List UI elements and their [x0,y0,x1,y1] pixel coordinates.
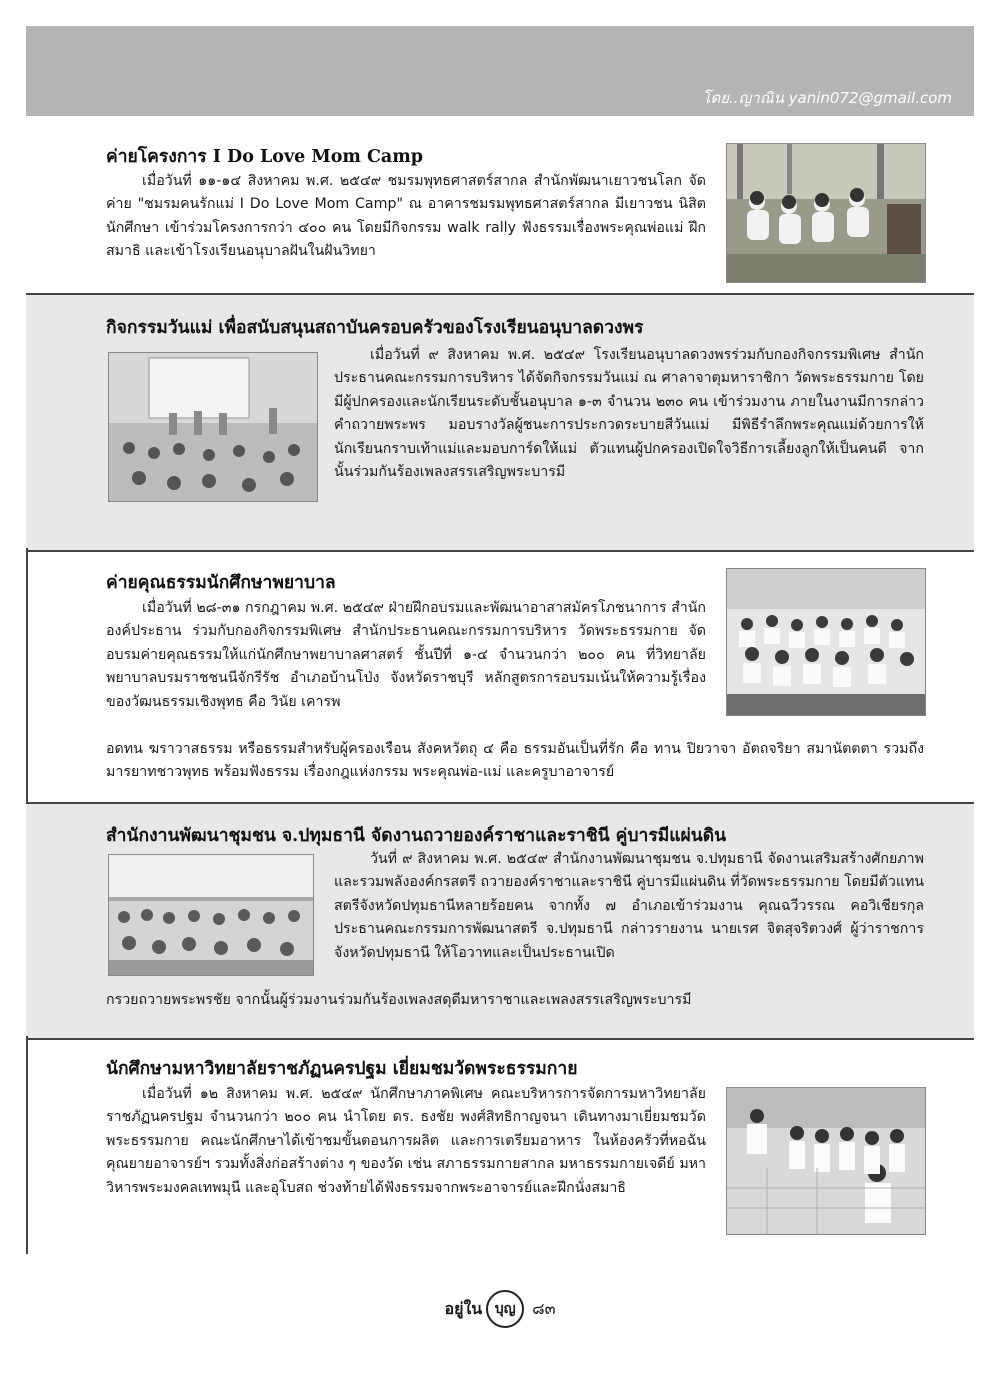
article-4-text-b: กรวยถวายพระพรชัย จากนั้นผู้ร่วมงานร่วมกันร้องเพลงสดุดีมหาราชาและเพลงสรรเสริญพระบารมี [106,992,692,1008]
article-5-left-rule [26,1036,28,1254]
footer-logo-circle-text: บุญ [494,1301,516,1317]
article-3-text-a: เมื่อวันที่ ๒๘-๓๑ กรกฎาคม พ.ศ. ๒๕๔๙ ฝ่ายฝึกอบรมและพัฒนาอาสาสมัครโภชนาการ สำนักองค์ประธาน ร่วมกับกองกิจกรรมพิเศษ สำนักประธานคณะกรรมการบริหาร วัดพระธรรมกาย จัดอบรมค่ายคุณธรรมให้แก่นักศึกษาพยาบาลศาสตร์ ชั้นปีที่ ๑-๔ จำนวนกว่า ๒๐๐ คน ที่วิทยาลัยพยาบาลบรมราชชนนีจักรีรัช อำเภอบ้านโป่ง จังหวัดราชบุรี หลักสูตรการอบรมเน้นให้ความรู้เรื่องของวัฒนธรรมเชิงพุทธ คือ วินัย เคารพ [106,600,706,710]
page-number: ๘๓ [532,1298,556,1318]
page-footer [0,1290,1000,1328]
article-2-title: กิจกรรมวันแม่ เพื่อสนับสนุนสถาบันครอบครัวของโรงเรียนอนุบาลดวงพร [106,318,644,338]
article-3-photo [726,568,926,716]
article-4-photo [108,854,314,976]
footer-logo [444,1290,555,1328]
article-3-title: ค่ายคุณธรรมนักศึกษาพยาบาล [106,573,336,593]
article-5-photo [726,1087,926,1235]
article-1-text: เมื่อวันที่ ๑๑-๑๔ สิงหาคม พ.ศ. ๒๕๔๙ ชมรมพุทธศาสตร์สากล สำนักพัฒนาเยาวชนโลก จัดค่าย "ชมรมคนรักแม่ I Do Love Mom Camp" ณ อาคารชมรมพุทธศาสตร์สากล มีเยาวชน นิสิต นักศึกษา เข้าร่วมโครงการกว่า ๔๐๐ คน โดยมีกิจกรรม walk rally ฟังธรรมเรื่องพระคุณพ่อแม่ ฝึกสมาธิ และเข้าโรงเรียนอนุบาลฝันในฝันวิทยา [106,173,706,260]
article-5-text: เมื่อวันที่ ๑๒ สิงหาคม พ.ศ. ๒๕๔๙ นักศึกษาภาคพิเศษ คณะบริหารการจัดการมหาวิทยาลัยราชภัฏนครปฐม จำนวนกว่า ๒๐๐ คน นำโดย ดร. ธงชัย พงศ์สิทธิกาญจนา เดินทางมาเยี่ยมชมวัดพระธรรมกาย คณะนักศึกษาได้เข้าชมขั้นตอนการผลิต และการเตรียมอาหาร ในห้องครัวที่หอฉันคุณยายอาจารย์ฯ รวมทั้งสิ่งก่อสร้างต่าง ๆ ของวัด เช่น สภาธรรมกายสากล มหาธรรมกายเจดีย์ มหาวิหารพระมงคลเทพมุนี และอุโบสถ ช่วงท้ายได้ฟังธรรมจากพระอาจารย์และฝึกนั่งสมาธิ [106,1086,706,1196]
article-5-title: นักศึกษามหาวิทยาลัยราชภัฏนครปฐม เยี่ยมชมวัดพระธรรมกาย [106,1059,578,1079]
article-2-photo [108,352,318,502]
footer-logo-circle [486,1290,524,1328]
article-4-title: สำนักงานพัฒนาชุมชน จ.ปทุมธานี จัดงานถวายองค์ราชาและราชินี คู่บารมีแผ่นดิน [106,826,727,846]
article-4-text-a: วันที่ ๙ สิงหาคม พ.ศ. ๒๕๔๙ สำนักงานพัฒนาชุมชน จ.ปทุมธานี จัดงานเสริมสร้างศักยภาพและรวมพลังองค์กรสตรี ถวายองค์ราชาและราชินี คู่บารมีแผ่นดิน ที่วัดพระธรรมกาย โดยมีตัวแทนสตรีจังหวัดปทุมธานีหลายร้อยคน จากทั้ง ๗ อำเภอเข้าร่วมงาน คุณฉวีวรรณ คอวิเชียรกุล ประธานคณะกรรมการพัฒนาสตรี จ.ปทุมธานี กล่าวรายงาน นายเรศ จิตสุจริตวงศ์ ผู้ว่าราชการจังหวัดปทุมธานี ให้โอวาทและเป็นประธานเปิด [334,851,925,961]
article-1-photo [726,143,926,283]
article-3-text-b: อดทน ฆราวาสธรรม หรือธรรมสำหรับผู้ครองเรือน สังคหวัตถุ ๔ คือ ธรรมอันเป็นที่รัก คือ ทาน ปิยวาจา อัตถจริยา สมานัตตตา รวมถึงมารยาทชาวพุทธ พร้อมฟังธรรม เรื่องกฎแห่งกรรม พระคุณพ่อ-แม่ และครูบาอาจารย์ [106,741,924,781]
article-1-title: ค่ายโครงการ I Do Love Mom Camp [106,147,424,167]
article-2-text: เมื่อวันที่ ๙ สิงหาคม พ.ศ. ๒๕๔๙ โรงเรียนอนุบาลดวงพรร่วมกับกองกิจกรรมพิเศษ สำนักประธานคณะกรรมการบริหาร ได้จัดกิจกรรมวันแม่ ณ ศาลาจาตุมหาราชิกา วัดพระธรรมกาย โดยมีผู้ปกครองและนักเรียนระดับชั้นอนุบาล ๑-๓ จำนวน ๒๓๐ คน เข้าร่วมงาน ภายในงานมีการกล่าวคำถวายพระพร มอบรางวัลผู้ชนะการประกวดระบายสีวันแม่ มีพิธีรำลึกพระคุณแม่ด้วยการให้นักเรียนกราบเท้าแม่และมอบการ์ดให้แม่ ตัวแทนผู้ปกครองเปิดใจวิธีการเลี้ยงลูกให้เป็นคนดี จากนั้นร่วมกันร้องเพลงสรรเสริญพระบารมี [334,347,924,481]
author-byline: โดย..ญาณิน yanin072@gmail.com [702,89,952,107]
footer-logo-text: อยู่ใน [444,1298,483,1318]
article-3-left-rule [26,548,28,802]
